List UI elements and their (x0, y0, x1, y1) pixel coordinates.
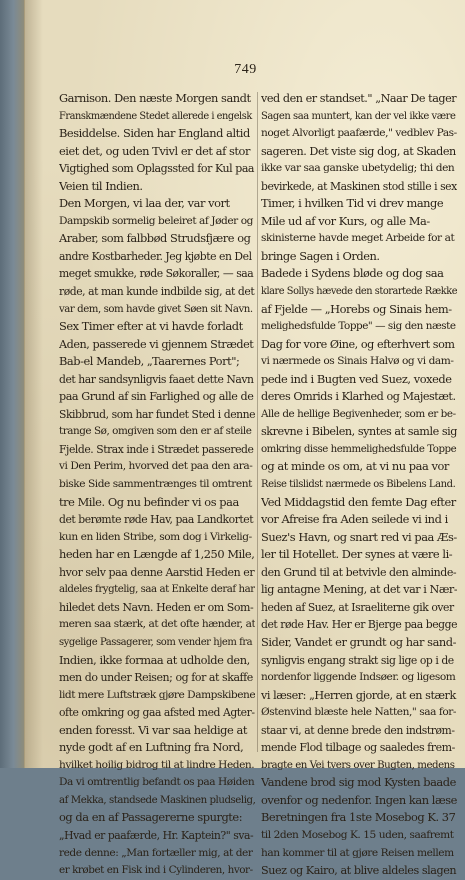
text-line: ved den er standset." „Naar De tager (261, 92, 457, 105)
text-line: Alle de hellige Begivenheder, som er be- (261, 407, 456, 420)
text-line: nordenfor liggende Indsøer. og ligesom (261, 671, 456, 684)
text-line: heden har en Længde af 1,250 Mile, (59, 547, 255, 562)
text-line: Besiddelse. Siden har England altid (59, 126, 250, 141)
book-page (24, 0, 465, 878)
text-line: ler til Hotellet. Der synes at være li- (261, 547, 453, 562)
text-line: var dem, som havde givet Søen sit Navn. (59, 303, 253, 315)
text-line: Dampskib sormelig beleiret af Jøder og (59, 214, 253, 227)
text-line: Sex Timer efter at vi havde forladt (59, 319, 243, 334)
text-line: Aden, passerede vi gjennem Strædet (59, 337, 254, 351)
text-line: deres Omrids i Klarhed og Majestæt. (261, 390, 456, 404)
text-line: melighedsfulde Toppe" — sig den næste (261, 320, 456, 333)
text-line: han kommer til at gjøre Reisen mellem (261, 846, 454, 859)
text-line: skrevne i Bibelen, syntes at samle sig (261, 425, 457, 439)
text-line: røde, at man kunde indbilde sig, at det (59, 285, 255, 299)
text-line: synligvis engang strakt sig lige op i de (261, 653, 454, 667)
text-line: Indien, ikke formaa at udholde den, (59, 652, 250, 667)
text-line: pede ind i Bugten ved Suez, voxede (261, 371, 452, 386)
text-line: og at minde os om, at vi nu paa vor (261, 459, 449, 474)
text-line: lig antagne Mening, at det var i Nær- (261, 583, 457, 597)
text-line: sageren. Det viste sig dog, at Skaden (261, 144, 456, 158)
text-line: Dag for vore Øine, og efterhvert som (261, 337, 455, 351)
right-text-column (261, 90, 457, 880)
text-line: sygelige Passagerer, som vender hjem fra (59, 636, 253, 648)
text-line: tre Mile. Og nu befinder vi os paa (59, 494, 239, 509)
text-line: Sagen saa muntert, kan der vel ikke være (261, 110, 456, 122)
text-line: Ved Middagstid den femte Dag efter (261, 494, 456, 509)
text-line: Den Morgen, vi laa der, var vort (59, 196, 230, 211)
text-line: Mile ud af vor Kurs, og alle Ma- (261, 213, 430, 228)
text-line: er krøbet en Fisk ind i Cylinderen, hvor- (59, 864, 253, 877)
text-line: af Mekka, standsede Maskinen pludselig, (59, 794, 255, 806)
text-line: mende Flod tilbage og saaledes frem- (261, 741, 455, 755)
text-line: og da en af Passagererne spurgte: (59, 810, 243, 825)
text-line: staar vi, at denne brede den indstrøm- (261, 723, 455, 737)
text-line: Badede i Sydens bløde og dog saa (261, 266, 444, 281)
text-line: heden af Suez, at Israeliterne gik over (261, 600, 454, 614)
text-line: Bab-el Mandeb, „Taarernes Port"; (59, 354, 240, 369)
text-line: Reise tilslidst nærmede os Bibelens Land. (261, 479, 456, 491)
column-divider (257, 92, 258, 752)
text-line: hvor selv paa denne Aarstid Heden er (59, 565, 255, 579)
text-line: andre Kostbarheder. Jeg kjøbte en Del (59, 249, 252, 263)
text-line: paa Grund af sin Farlighed og alle de (59, 390, 254, 404)
text-line: Vigtighed som Oplagssted for Kul paa (59, 162, 255, 176)
text-line: ovenfor og nedenfor. Ingen kan læse (261, 792, 457, 807)
text-line: „Hvad er paafærde, Hr. Kaptein?" sva- (59, 828, 254, 842)
text-line: ikke var saa ganske ubetydelig; thi den (261, 162, 455, 175)
text-line: Suez og Kairo, at blive aldeles slagen (261, 864, 457, 878)
text-line: rede denne: „Man fortæller mig, at der (59, 846, 253, 859)
text-line: af Fjelde — „Horebs og Sinais hem- (261, 301, 452, 316)
text-line: bevirkede, at Maskinen stod stille i sex (261, 179, 457, 193)
text-line: Franskmændene Stedet allerede i engelsk (59, 110, 252, 122)
text-line: til 2den Mosebog K. 15 uden, saafremt (261, 828, 454, 841)
text-line: ofte omkring og gaa afsted med Agter- (59, 706, 255, 720)
text-line: det har sandsynligvis faaet dette Navn (59, 372, 254, 386)
text-line: enden foresst. Vi var saa heldige at (59, 722, 247, 737)
text-line: eiet det, og uden Tvivl er det af stor (59, 143, 250, 158)
text-line: vor Afreise fra Aden seilede vi ind i (261, 512, 448, 527)
text-line: hvilket hoilig bidrog til at lindre Heden. (59, 758, 255, 771)
text-line: Østenvind blæste hele Natten," saa for- (261, 706, 457, 719)
text-line: Skibbrud, som har fundet Sted i denne (59, 407, 255, 421)
text-line: Fjelde. Strax inde i Strædet passerede (59, 442, 254, 456)
text-line: vi læser: „Herren gjorde, at en stærk (261, 688, 456, 702)
text-line: bragte en Vei tvers over Bugten, medens (261, 759, 455, 771)
text-line: det røde Hav. Her er Bjerge paa begge (261, 618, 457, 632)
text-line: vi nærmede os Sinais Halvø og vi dam- (261, 355, 454, 368)
text-line: Sider, Vandet er grundt og har sand- (261, 634, 457, 649)
text-line: aldeles frygtelig, saa at Enkelte deraf har (59, 584, 255, 596)
text-line: nyde godt af en Luftning fra Nord, (59, 740, 244, 755)
text-line: kun en liden Stribe, som dog i Virkelig- (59, 530, 252, 543)
text-line: lidt mere Luftstræk gjøre Dampskibene (59, 688, 255, 701)
text-line: trange Sø, omgiven som den er af steile (59, 425, 252, 438)
text-line: omkring disse hemmelighedsfulde Toppe (261, 443, 457, 455)
left-text-column (59, 90, 255, 880)
text-line: Vandene brod sig mod Kysten baade (261, 775, 456, 790)
text-line: Timer, i hvilken Tid vi drev mange (261, 196, 444, 211)
text-line: hiledet dets Navn. Heden er om Som- (59, 600, 254, 614)
text-line: vi Den Perim, hvorved det paa den ara- (59, 460, 253, 473)
text-line: noget Alvorligt paafærde," vedblev Pas- (261, 127, 457, 140)
page-number: 749 (234, 62, 257, 77)
text-line: meren saa stærk, at det ofte hænder, at (59, 618, 255, 631)
text-line: Beretningen fra 1ste Mosebog K. 37 (261, 810, 456, 825)
text-line: bringe Sagen i Orden. (261, 248, 380, 263)
text-line: skinisterne havde meget Arbeide for at (261, 232, 455, 245)
text-line: klare Sollys hævede den storartede Række (261, 286, 457, 298)
text-line: meget smukke, røde Søkoraller, — saa (59, 267, 254, 281)
text-line: Da vi omtrentlig befandt os paa Høiden (59, 776, 255, 789)
text-line: men do under Reisen; og for at skaffe (59, 671, 253, 685)
text-line: Araber, som falbbød Strudsfjære og (59, 231, 251, 246)
text-line: det berømte røde Hav, paa Landkortet (59, 513, 254, 527)
text-line: biske Side sammentrænges til omtrent (59, 478, 252, 491)
text-line: Suez's Havn, og snart red vi paa Æs- (261, 529, 457, 544)
text-line: Garnison. Den næste Morgen sandt (59, 91, 251, 105)
text-line: Veien til Indien. (59, 178, 143, 193)
text-line: den Grund til at betvivle den alminde- (261, 565, 457, 579)
